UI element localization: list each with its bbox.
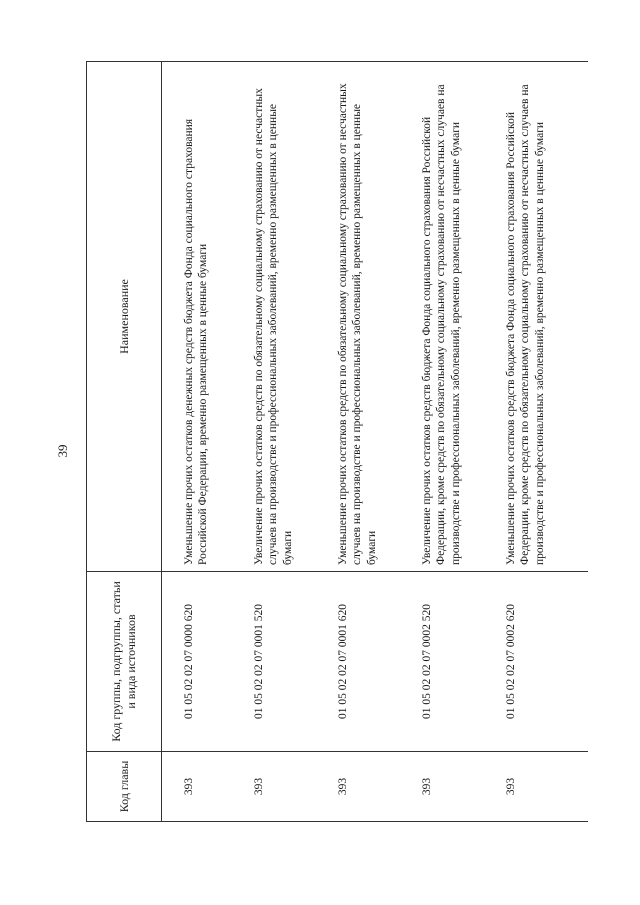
source-code-cell: 01 05 02 02 07 0000 620 [162,572,253,752]
sources-table [86,61,588,822]
chapter-code-cell: 393 [504,752,588,822]
table-row [162,62,253,822]
table-row [420,62,504,822]
header-chapter-code: Код главы [87,752,162,822]
chapter-code-cell: 393 [162,752,253,822]
header-source-code: Код группы, подгруппы, статьи и вида источников [87,572,162,752]
name-cell: Уменьшение прочих остатков денежных средств бюджета Фонда социального страхования Российской Федерации, временно размещенных в ценные бумаги [162,62,253,572]
source-code-cell: 01 05 02 02 07 0001 520 [252,572,336,752]
chapter-code-cell: 393 [252,752,336,822]
table-row [336,62,420,822]
page-number: 39 [55,444,70,458]
rotated-table-container [86,62,556,822]
source-code-cell: 01 05 02 02 07 0001 620 [336,572,420,752]
source-code-cell: 01 05 02 02 07 0002 520 [420,572,504,752]
name-cell: Увеличение прочих остатков средств по обязательному социальному страхованию от несчастных случаев на производстве и профессиональных заболеваний, временно размещенных в ценные бумаги [252,62,336,572]
table-row [252,62,336,822]
source-code-cell: 01 05 02 02 07 0002 620 [504,572,588,752]
table-row [504,62,588,822]
chapter-code-cell: 393 [420,752,504,822]
name-cell: Увеличение прочих остатков средств бюджета Фонда социального страхования Российской Федерации, кроме средств по обязательному социальному страхованию от несчастных случаев на производстве и профессиональных заболеваний, временно размещенных в ценные бумаги [420,62,504,572]
name-cell: Уменьшение прочих остатков средств по обязательному социальному страхованию от несчастных случаев на производстве и профессиональных заболеваний, временно размещенных в ценные бумаги [336,62,420,572]
table-header-row [87,62,162,822]
chapter-code-cell: 393 [336,752,420,822]
name-cell: Уменьшение прочих остатков средств бюджета Фонда социального страхования Российской Федерации, кроме средств по обязательному социальному страхованию от несчастных случаев на производстве и профессиональных заболеваний, временно размещенных в ценные бумаги [504,62,588,572]
header-name: Наименование [87,62,162,572]
